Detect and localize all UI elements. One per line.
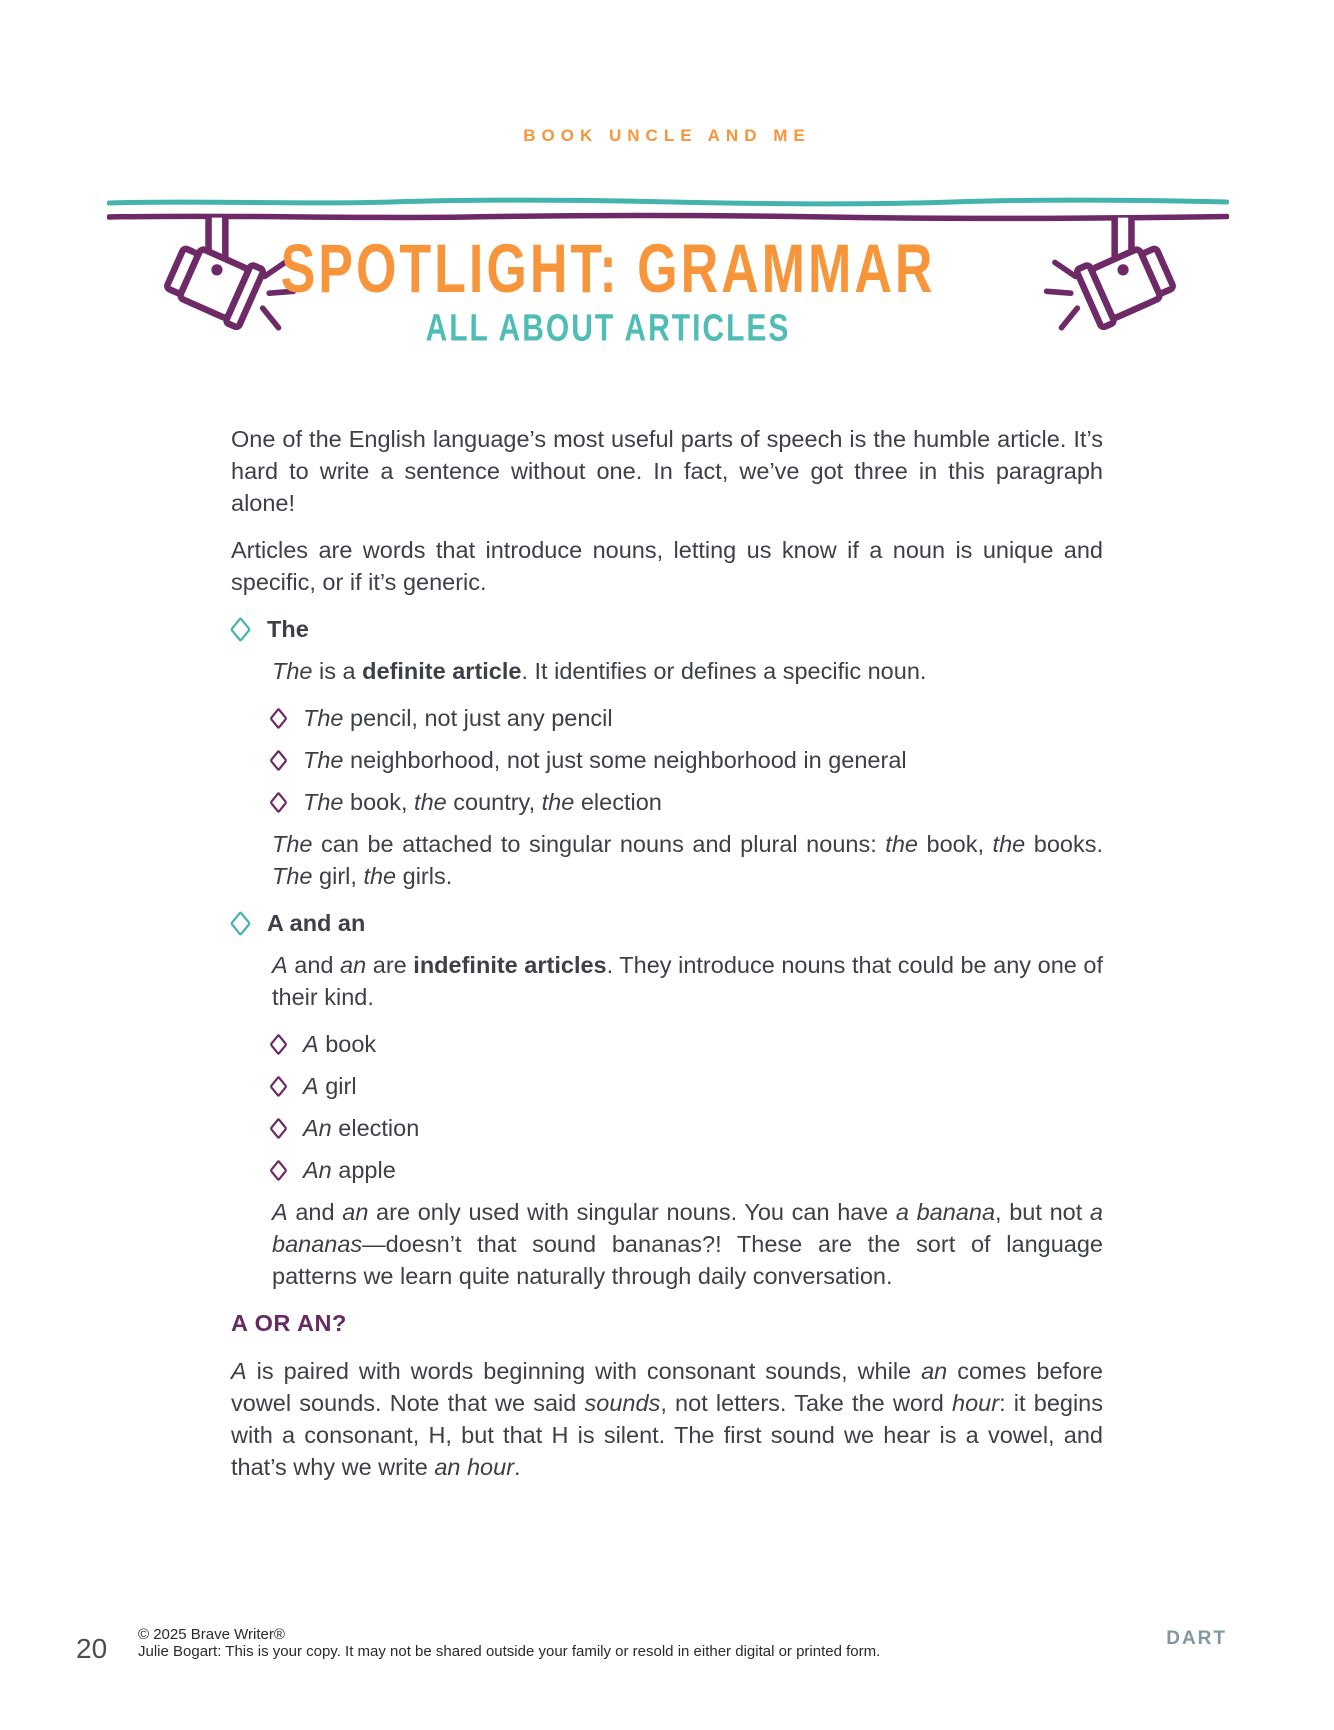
intro-paragraph-2: Articles are words that introduce nouns, letting us know if a noun is unique and specific, or if it’s generic. [231, 537, 1103, 595]
diamond-bullet-icon [269, 749, 287, 771]
page-subtitle: ALL ABOUT ARTICLES [425, 307, 791, 350]
diamond-bullet-icon [269, 791, 287, 813]
a-an-definition: A and an are indefinite articles. They introduce nouns that could be any one of their kind. [272, 952, 1104, 1010]
page-title: SPOTLIGHT: GRAMMAR [280, 231, 936, 308]
the-example-item [272, 702, 1103, 734]
copyright-line-2: Julie Bogart: This is your copy. It may not be shared outside your family or resold in either digital or printed form. [138, 1643, 881, 1660]
bullet-a-an-heading [231, 907, 1103, 939]
bullet-label: A girl [303, 1073, 357, 1099]
bullet-label: The [267, 616, 309, 642]
the-example-item [272, 744, 1103, 776]
intro-paragraph-1: One of the English language’s most useful parts of speech is the humble article. It’s hard to write a sentence without one. In fact, we’ve got three in this paragraph alone! [231, 426, 1103, 516]
section-heading-a-or-an: A OR AN? [231, 1310, 347, 1336]
a-an-example-item [272, 1112, 1103, 1144]
bullet-label: An apple [303, 1157, 396, 1183]
bullet-label: An election [303, 1115, 420, 1141]
a-an-example-item [272, 1028, 1103, 1060]
bullet-the-heading [231, 613, 1103, 645]
bullet-label: The book, the country, the election [303, 789, 662, 815]
bullet-label: A book [303, 1031, 377, 1057]
diamond-bullet-icon [269, 1033, 287, 1055]
page-content [231, 423, 1103, 1498]
diamond-bullet-icon [269, 1117, 287, 1139]
copyright-line-1: © 2025 Brave Writer® [138, 1626, 285, 1643]
teal-rule-line [109, 200, 1227, 204]
program-level-label: DART [1166, 1628, 1227, 1649]
diamond-bullet-icon [269, 1159, 287, 1181]
the-usage-paragraph: The can be attached to singular nouns and plural nouns: the book, the books. The girl, the girls. [272, 831, 1104, 889]
bullet-label: The neighborhood, not just some neighborhood in general [303, 747, 907, 773]
a-an-usage-paragraph: A and an are only used with singular nouns. You can have a banana, but not a bananas—doesn’t that sound bananas?! These are the sort of language patterns we learn quite naturally through daily conversation. [272, 1199, 1103, 1289]
running-head-book-title: BOOK UNCLE AND ME [523, 126, 811, 145]
diamond-bullet-icon [230, 616, 251, 642]
the-definition: The is a definite article. It identifies or defines a specific noun. [272, 658, 927, 684]
a-an-example-item [272, 1070, 1103, 1102]
diamond-bullet-icon [230, 910, 251, 936]
bullet-label: The pencil, not just any pencil [303, 705, 613, 731]
bullet-label: A and an [267, 910, 366, 936]
page-number: 20 [76, 1633, 108, 1664]
the-example-item [272, 786, 1103, 818]
a-or-an-paragraph: A is paired with words beginning with consonant sounds, while an comes before vowel sounds. Note that we said sounds, not letters. Take the word hour: it begins with a consonant, H, but that H is silent. The first sound we hear is a vowel, and that’s why we write an hour. [231, 1358, 1104, 1480]
copyright-notice [138, 1626, 880, 1660]
diamond-bullet-icon [269, 1075, 287, 1097]
diamond-bullet-icon [269, 707, 287, 729]
a-an-example-item [272, 1154, 1103, 1186]
